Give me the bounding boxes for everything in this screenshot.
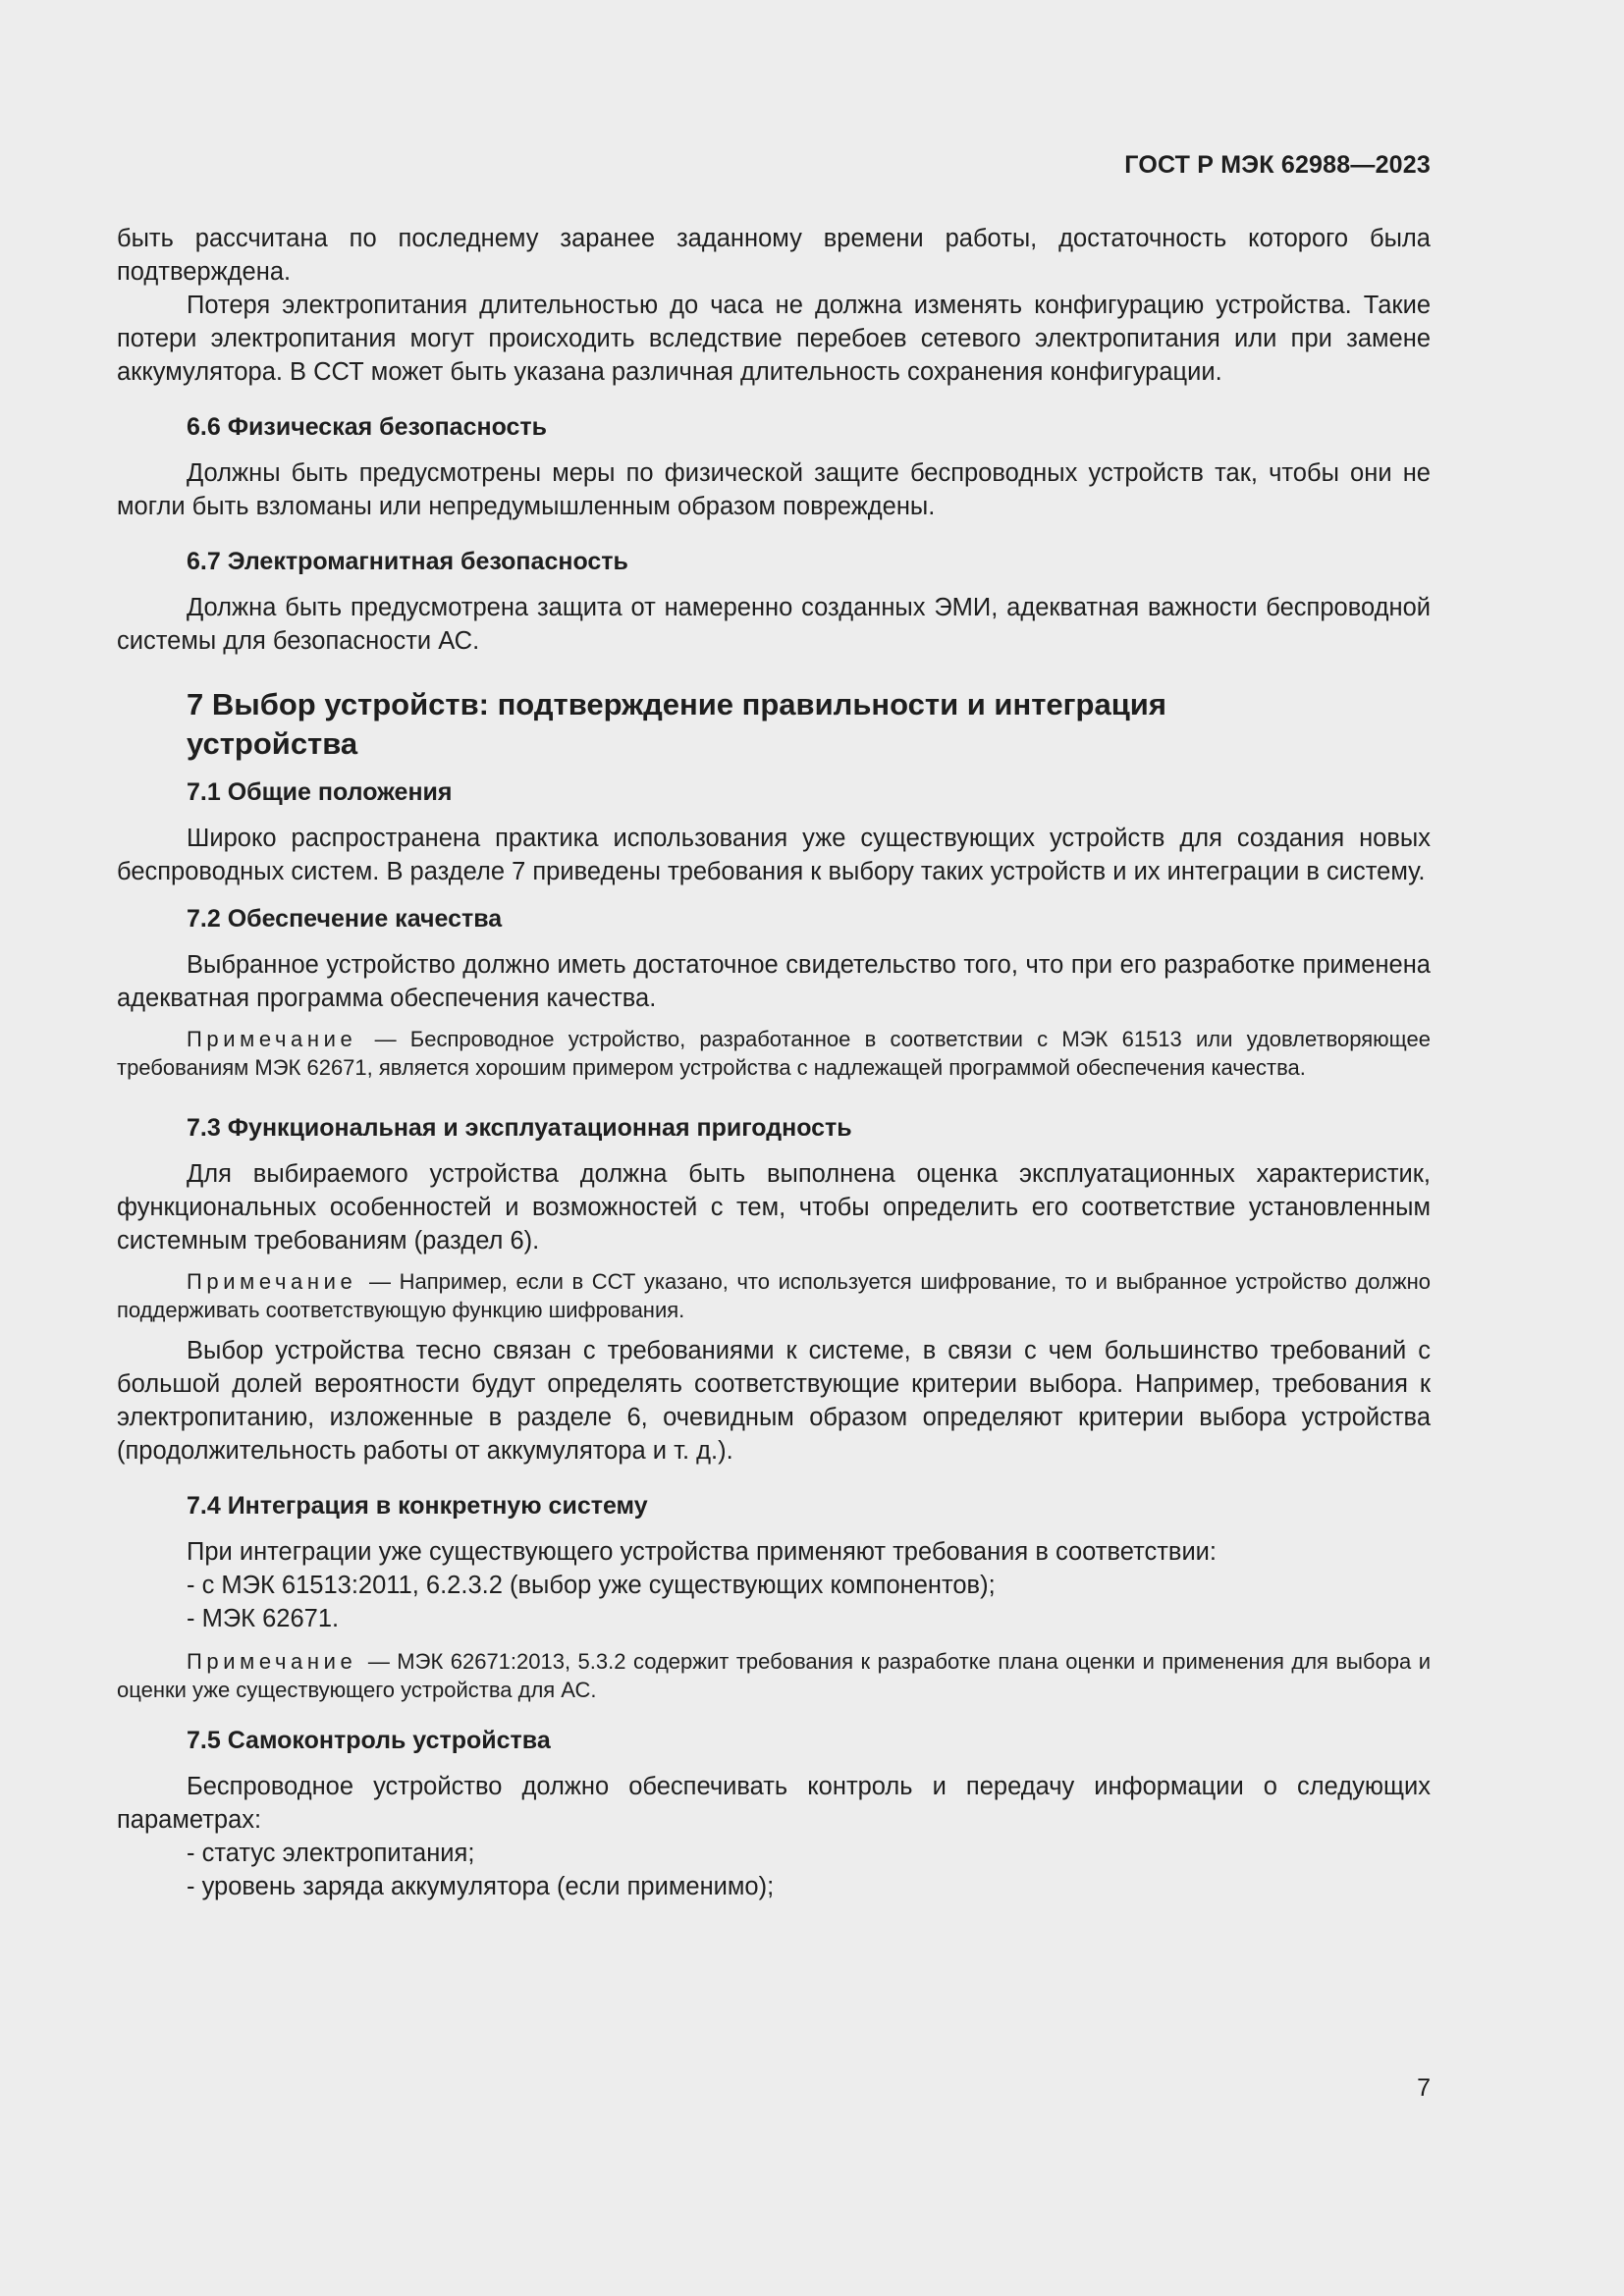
heading-6-7: 6.7 Электромагнитная безопасность <box>187 548 628 575</box>
paragraph-7-5: Беспроводное устройство должно обеспечивать контроль и передачу информации о следующих параметрах: <box>117 1773 1431 1834</box>
page-number: 7 <box>1417 2074 1431 2102</box>
paragraph-6-6: Должны быть предусмотрены меры по физической защите беспроводных устройств так, чтобы они не могли быть взломаны или непредумышленным образом повреждены. <box>117 459 1431 520</box>
heading-section-7-line1: 7 Выбор устройств: подтверждение правильности и интеграция <box>187 687 1166 721</box>
paragraph-7-3b: Выбор устройства тесно связан с требованиями к системе, в связи с чем большинство требований с большой долей вероятности будут определять соответствующие критерии выбора. Например, требования к электропитанию, изложенные в разделе 6, очевидным образом определяют критерии выбора устройства (продолжительность работы от аккумулятора и т. д.). <box>117 1337 1431 1465</box>
heading-7-4: 7.4 Интеграция в конкретную систему <box>187 1492 648 1520</box>
paragraph-power-loss: Потеря электропитания длительностью до часа не должна изменять конфигурацию устройства. Такие потери электропитания могут происходить вследствие перебоев сетевого электропитания или при замене аккумулятора. В ССТ может быть указана различная длительность сохранения конфигурации. <box>117 292 1431 386</box>
document-id-header: ГОСТ Р МЭК 62988—2023 <box>1124 151 1431 179</box>
note-label: Примечание <box>187 1269 357 1294</box>
heading-7-3: 7.3 Функциональная и эксплуатационная пригодность <box>187 1114 852 1142</box>
heading-6-6: 6.6 Физическая безопасность <box>187 413 548 441</box>
heading-7-5: 7.5 Самоконтроль устройства <box>187 1727 551 1754</box>
note-7-3 <box>117 1267 1431 1324</box>
note-label: Примечание <box>187 1649 357 1674</box>
paragraph-7-2: Выбранное устройство должно иметь достаточное свидетельство того, что при его разработке применена адекватная программа обеспечения качества. <box>117 951 1431 1012</box>
paragraph-7-4: При интеграции уже существующего устройства применяют требования в соответствии: <box>187 1538 1218 1566</box>
paragraph-continuation: быть рассчитана по последнему заранее заданному времени работы, достаточность которого была подтверждена. <box>117 225 1431 286</box>
list-item: - уровень заряда аккумулятора (если применимо); <box>187 1873 775 1900</box>
note-label: Примечание <box>187 1027 357 1051</box>
paragraph-6-7: Должна быть предусмотрена защита от намеренно созданных ЭМИ, адекватная важности беспроводной системы для безопасности АС. <box>117 594 1431 655</box>
heading-section-7 <box>187 685 1431 764</box>
list-item: - с МЭК 61513:2011, 6.2.3.2 (выбор уже существующих компонентов); <box>187 1572 996 1599</box>
note-7-4 <box>117 1647 1431 1704</box>
note-text: — Например, если в ССТ указано, что используется шифрование, то и выбранное устройство должно поддерживать соответствующую функцию шифрования. <box>117 1269 1431 1322</box>
page-content <box>117 222 1431 1903</box>
heading-7-1: 7.1 Общие положения <box>187 778 453 806</box>
note-text: — МЭК 62671:2013, 5.3.2 содержит требования к разработке плана оценки и применения для выбора и оценки уже существующего устройства для АС. <box>117 1649 1431 1702</box>
note-7-2 <box>117 1025 1431 1082</box>
paragraph-7-3a: Для выбираемого устройства должна быть выполнена оценка эксплуатационных характеристик, функциональных особенностей и возможностей с тем, чтобы определить его соответствие установленным системным требованиям (раздел 6). <box>117 1160 1431 1255</box>
paragraph-7-1: Широко распространена практика использования уже существующих устройств для создания новых беспроводных систем. В разделе 7 приведены требования к выбору таких устройств и их интеграции в систему. <box>117 825 1431 885</box>
heading-section-7-line2: устройства <box>187 726 358 761</box>
list-item: - статус электропитания; <box>187 1840 475 1867</box>
note-text: — Беспроводное устройство, разработанное в соответствии с МЭК 61513 или удовлетворяющее требованиям МЭК 62671, является хорошим примером устройства с надлежащей программой обеспечения качества. <box>117 1027 1431 1080</box>
document-page <box>117 0 1431 2296</box>
list-item: - МЭК 62671. <box>187 1605 340 1632</box>
heading-7-2: 7.2 Обеспечение качества <box>187 905 503 933</box>
